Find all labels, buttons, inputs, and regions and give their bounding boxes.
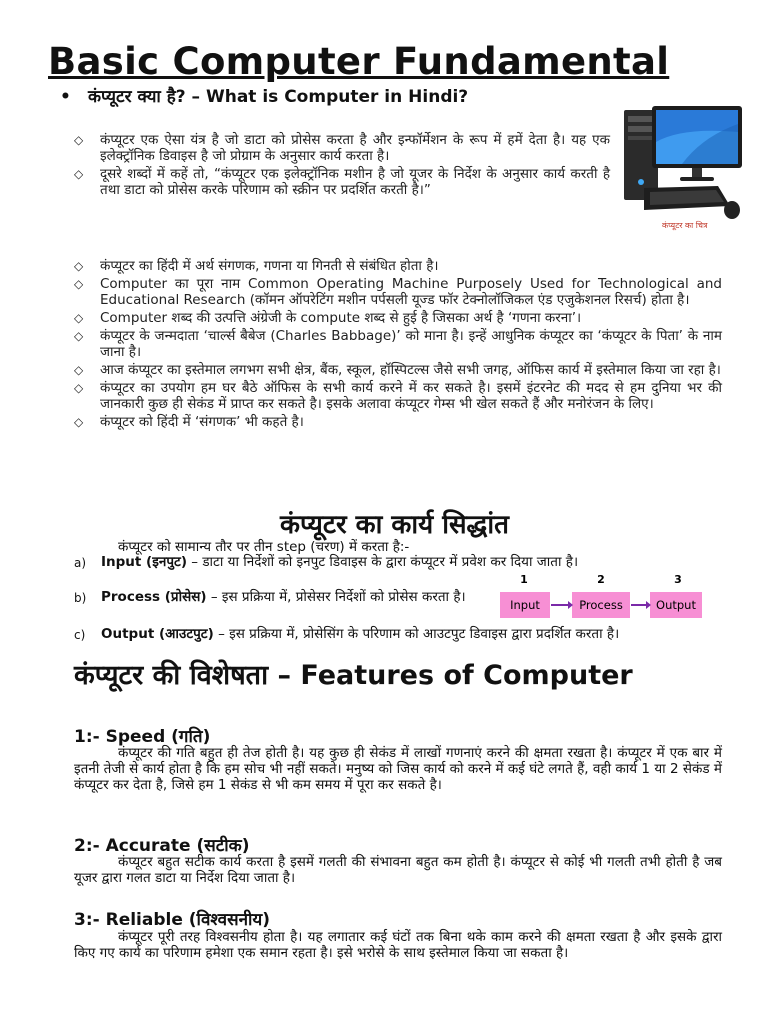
flow-number: 1 — [520, 573, 528, 586]
list-item: b) Process (प्रोसेस) – इस प्रक्रिया में, प्रोसेसर निर्देशों को प्रोसेस करता है। — [74, 589, 466, 605]
diamond-bullet-icon: ◇ — [74, 381, 84, 395]
feature-title-reliable: 3:- Reliable (विश्वसनीय) — [74, 910, 271, 930]
desktop-computer-icon — [622, 102, 747, 220]
diamond-bullet-icon: ◇ — [74, 363, 84, 377]
figure-caption: कंप्यूटर का चित्र — [662, 221, 708, 230]
diamond-bullet-icon: ◇ — [74, 415, 84, 429]
ipo-step-list-a — [74, 554, 722, 570]
diamond-bullet-icon: ◇ — [74, 133, 84, 147]
feature-title-accurate: 2:- Accurate (सटीक) — [74, 836, 250, 856]
diamond-bullet-icon: ◇ — [74, 259, 84, 273]
main-bullet — [60, 88, 610, 107]
main-bullet-text: कंप्यूटर क्या है? – What is Computer in Hindi? — [88, 87, 469, 107]
flow-box-label: Process — [579, 598, 623, 612]
working-heading: कंप्यूटर का कार्य सिद्धांत — [280, 510, 509, 540]
diamond-bullet-icon: ◇ — [74, 329, 84, 343]
feature-body-reliable: कंप्यूटर पूरी तरह विश्वसनीय होता है। यह लगातार कई घंटों तक बिना थके काम करने की क्षमता रखता है और इसके द्वारा किए गए कार्य का परिणाम हमेशा एक समान रहता है। इसे भरोसे के साथ इस्तेमाल किया जा सकता है। — [74, 929, 722, 961]
features-heading: कंप्यूटर की विशेषता – Features of Computer — [74, 660, 633, 691]
flow-number: 3 — [674, 573, 682, 586]
list-item: a) Input (इनपुट) – डाटा या निर्देशों को इनपुट डिवाइस के द्वारा कंप्यूटर में प्रवेश कर दिया जाता है। — [74, 554, 579, 570]
page-title: Basic Computer Fundamental — [48, 40, 670, 83]
ipo-flow-diagram — [498, 572, 708, 622]
list-item: ◇ Computer का पूरा नाम Common Operating Machine Purposely Used for Technological and Educational Research (कॉमन ऑपरेटिंग मशीन पर्पसली यूज्ड फॉर टेक्नोलॉजिकल एंड एजुकेशनल रिसर्च) होता है। — [74, 276, 722, 308]
bullet-dot-icon: • — [60, 87, 71, 107]
list-item: ◇ आज कंप्यूटर का इस्तेमाल लगभग सभी क्षेत्र, बैंक, स्कूल, हॉस्पिटल्स जैसे सभी जगह, ऑफिस कार्य में इस्तेमाल किया जा रहा है। — [74, 362, 721, 378]
list-item: ◇ कंप्यूटर का हिंदी में अर्थ संगणक, गणना या गिनती से संबंधित होता है। — [74, 258, 439, 274]
list-item: c) Output (आउटपुट) – इस प्रक्रिया में, प्रोसेसिंग के परिणाम को आउटपुट डिवाइस द्वारा प्रदर्शित करता है। — [74, 626, 620, 642]
ipo-step-list-b — [74, 589, 488, 605]
list-item: ◇ कंप्यूटर का उपयोग हम घर बैठे ऑफिस के सभी कार्य करने में कर सकते है। इसमें इंटरनेट की मदद से हम दुनिया भर की जानकारी कुछ ही सेकंड में प्राप्त कर सकते है। इसके अलावा कंप्यूटर गेम्स भी खेल सकते हैं और मनोरंजन के लिए। — [74, 380, 722, 412]
list-item: ◇ कंप्यूटर को हिंदी में ‘संगणक’ भी कहते है। — [74, 414, 304, 430]
ipo-step-list-c — [74, 626, 722, 642]
diamond-bullet-icon: ◇ — [74, 311, 84, 325]
sub-bullet-list-b — [74, 258, 722, 432]
desktop-computer-image — [622, 102, 747, 232]
list-item: ◇ दूसरे शब्दों में कहें तो, “कंप्यूटर एक इलेक्ट्रॉनिक मशीन है जो यूजर के निर्देश के अनुसार कार्य करती है तथा डाटा को प्रोसेस करके परिणाम को स्क्रीन पर प्रदर्शित करती है।” — [74, 166, 610, 198]
sub-bullet-list-a — [74, 132, 610, 200]
list-item: ◇ कंप्यूटर के जन्मदाता ‘चार्ल्स बैबेज (Charles Babbage)’ को माना है। इन्हें आधुनिक कंप्यूटर का ‘कंप्यूटर के पिता’ के नाम जाना है। — [74, 328, 722, 360]
flow-box-label: Output — [656, 598, 696, 612]
feature-body-accurate: कंप्यूटर बहुत सटीक कार्य करता है इसमें गलती की संभावना बहुत कम होती है। कंप्यूटर से कोई भी गलती तभी होती है जब यूजर द्वारा गलत डाटा या निर्देश दिया जाता है। — [74, 854, 722, 886]
working-intro: कंप्यूटर को सामान्य तौर पर तीन step (चरण) में करता है:- — [118, 539, 410, 555]
flow-box-label: Input — [510, 598, 540, 612]
list-item: ◇ Computer शब्द की उत्पत्ति अंग्रेजी के compute शब्द से हुई है जिसका अर्थ है ‘गणना करना’। — [74, 310, 582, 326]
diamond-bullet-icon: ◇ — [74, 167, 84, 181]
feature-title-speed: 1:- Speed (गति) — [74, 727, 211, 747]
flow-number: 2 — [597, 573, 605, 586]
list-item: ◇ कंप्यूटर एक ऐसा यंत्र है जो डाटा को प्रोसेस करता है और इन्फॉर्मेशन के रूप में हमें देता है। यह एक इलेक्ट्रॉनिक डिवाइस है जो प्रोग्राम के अनुसार कार्य करता है। — [74, 132, 610, 164]
feature-body-speed: कंप्यूटर की गति बहुत ही तेज होती है। यह कुछ ही सेकंड में लाखों गणनाएं करने की क्षमता रखता है। कंप्यूटर में एक बार में इतनी तेजी से कार्य होता है कि हम सोच भी नहीं सकते। मनुष्य को जिस कार्य को करने में कई घंटे लगते हैं, वही कार्य 1 या 2 सेकंड में कंप्यूटर कर देता है, जिसे हम 1 सेकंड से भी कम समय में पूरा कर सकते है। — [74, 745, 722, 793]
diamond-bullet-icon: ◇ — [74, 277, 84, 291]
